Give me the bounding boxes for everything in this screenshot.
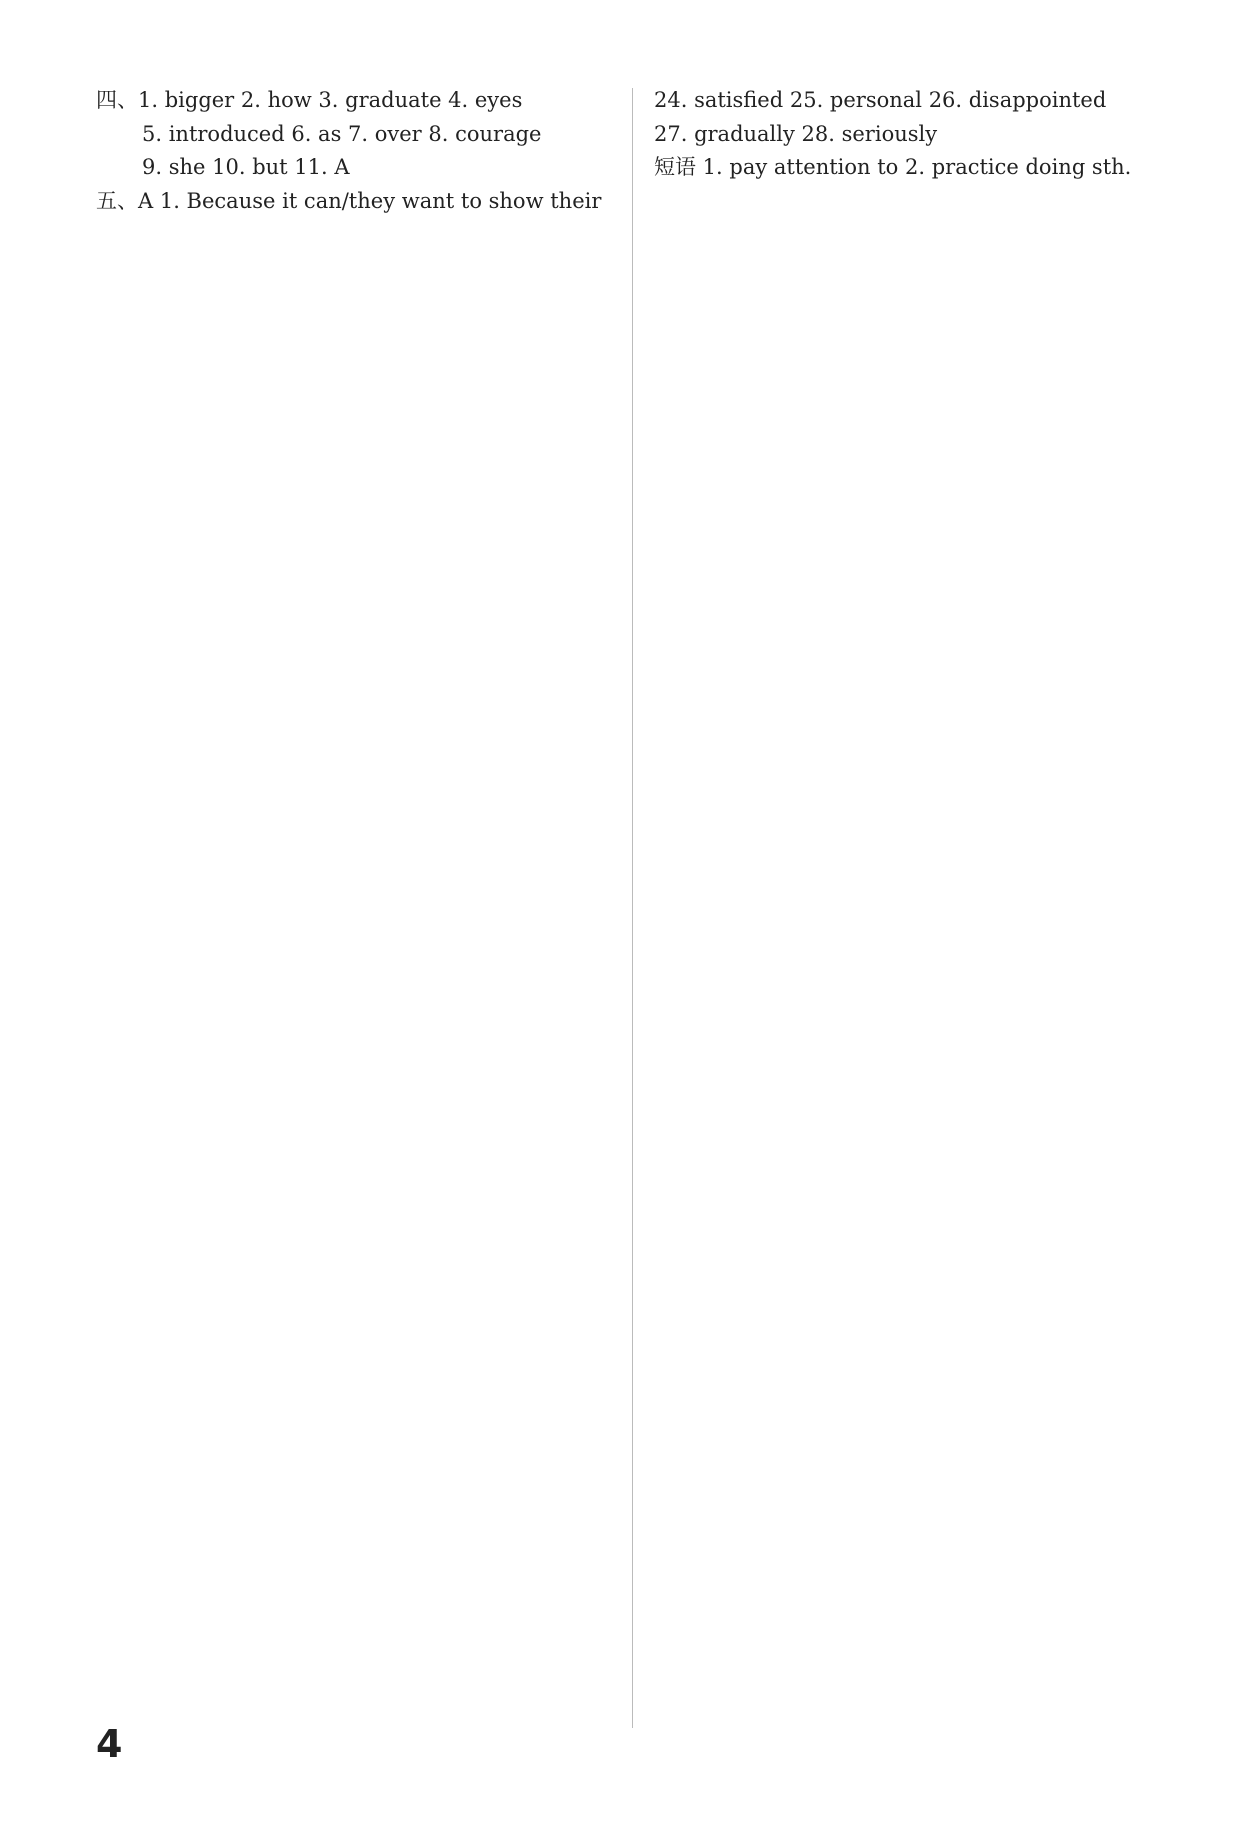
answer-line: 短语 1. pay attention to 2. practice doing sth.: [654, 155, 1132, 179]
answer-line: 5. introduced 6. as 7. over 8. courage: [142, 121, 542, 146]
answer-line: 五、A 1. Because it can/they want to show their: [96, 188, 602, 213]
right-column: [654, 84, 1174, 185]
answer-line: 四、1. bigger 2. how 3. graduate 4. eyes: [96, 88, 523, 112]
page-number: 4: [96, 1722, 123, 1766]
column-divider: [632, 88, 633, 1728]
answer-line: 24. satisfied 25. personal 26. disappointed: [654, 88, 1107, 112]
left-column: [96, 84, 616, 218]
answer-line: 27. gradually 28. seriously: [654, 121, 938, 146]
answer-line: 9. she 10. but 11. A: [142, 155, 350, 179]
